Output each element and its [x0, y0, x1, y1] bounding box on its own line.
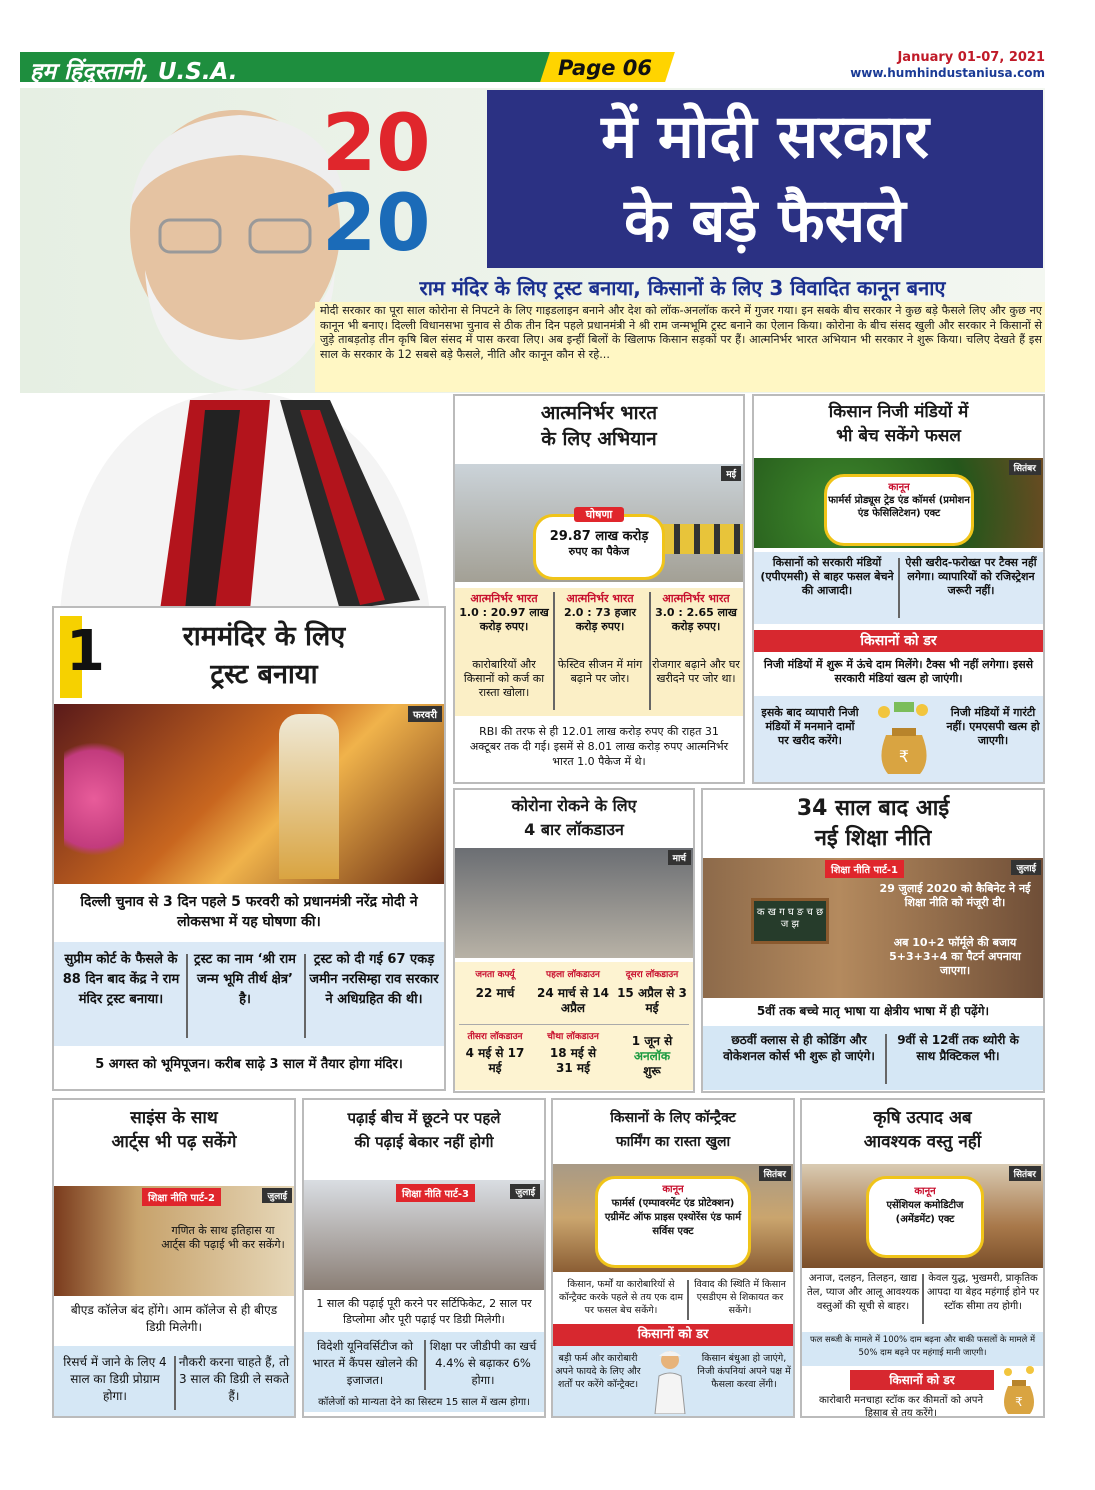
- lockdown-2-date: 24 मार्च से 14 अप्रैल: [537, 986, 609, 1015]
- month-badge: सितंबर: [759, 1166, 791, 1181]
- atmanirbhar-title-2: के लिए अभियान: [541, 428, 657, 450]
- lockdown-title: [455, 794, 693, 842]
- month-badge: जुलाई: [1011, 860, 1041, 875]
- law-label: कानून: [662, 1184, 684, 1195]
- headline-line-2: के बड़े फैसले: [624, 186, 906, 256]
- lockdown-4-date: 4 मई से 17 मई: [465, 1046, 525, 1075]
- divider: [424, 1340, 426, 1390]
- certificate-text: 1 साल की पढ़ाई पूरी करने पर सर्टिफिकेट, 2 साल पर डिप्लोमा और पूरी पढ़ाई पर डिग्री मिलेगी।: [316, 1297, 532, 1326]
- excluded-items-text: अनाज, दलहन, तिलहन, खाद्य तेल, प्याज और आलू आवश्यक वस्तुओं की सूची से बाहर।: [806, 1273, 920, 1312]
- lockdown-grid: [455, 962, 693, 1090]
- unlock-start: शुरू: [643, 1064, 661, 1078]
- law-label: कानून: [914, 1186, 936, 1197]
- lockdown-5-date: 18 मई से 31 मई: [549, 1046, 597, 1075]
- lockdown-5-label: चौथा लॉकडाउन: [547, 1032, 599, 1042]
- research-degree-text: रिसर्च में जाने के लिए 4 साल का डिग्री प्रोग्राम होगा।: [63, 1355, 167, 1403]
- policy-part-tag: शिक्षा नीति पार्ट-3: [396, 1184, 475, 1202]
- package-1-desc: कारोबारियों और किसानों को कर्ज का रास्ता खोला।: [463, 658, 545, 699]
- announcement-box: [533, 508, 665, 580]
- policy-part-tag: शिक्षा नीति पार्ट-1: [825, 860, 904, 878]
- lockdown-3-label: दूसरा लॉकडाउन: [625, 970, 679, 980]
- science-arts-title-1: साइंस के साथ: [130, 1108, 218, 1128]
- package-2-value: 2.0 : 73 हजार: [563, 606, 637, 619]
- package-3-value: 3.0 : 2.65 लाख: [655, 606, 737, 619]
- pattern-text: अब 10+2 फॉर्मूले की बजाय 5+3+3+4 का पैटर्न अपनाया जाएगा।: [889, 936, 1021, 977]
- law-name: फार्मर्स (एम्पावरमेंट एंड प्रोटेक्शन) एग्रीमेंट ऑफ प्राइस एश्योरेंस एंड फार्म सर्विस एक्ट: [604, 1198, 742, 1237]
- law-box: [595, 1176, 751, 1268]
- package-columns: [455, 588, 743, 716]
- accreditation-note: कॉलेजों को मान्यता देने का सिस्टम 15 साल में खत्म होगा।: [318, 1397, 530, 1408]
- foreign-university-text: विदेशी यूनिवर्सिटीज को भारत में कैंपस खोलने की इजाजत।: [312, 1339, 418, 1387]
- atmanirbhar-title-1: आत्मनिर्भर भारत: [540, 402, 658, 424]
- benefit-1: किसानों को सरकारी मंडियों (एपीएमसी) से बाहर फसल बेचने की आजादी।: [760, 556, 894, 597]
- lockdown-title-1: कोरोना रोकने के लिए: [511, 796, 637, 815]
- contract-farming-title: [553, 1106, 793, 1154]
- fear-header: किसानों को डर: [850, 1370, 994, 1390]
- chalkboard: क ख ग घ ङ च छ ज झ: [751, 898, 829, 944]
- lockdown-1-label: जनता कर्फ्यू: [475, 970, 515, 980]
- svg-text:₹: ₹: [1015, 1395, 1023, 1409]
- kisan-mandi-card: [752, 394, 1045, 784]
- contract-farming-title-2: फार्मिंग का रास्ता खुला: [615, 1134, 731, 1150]
- svg-text:₹: ₹: [898, 747, 910, 766]
- study-break-title-1: पढ़ाई बीच में छूटने पर पहले: [347, 1109, 501, 1127]
- page-number: Page 06: [558, 56, 653, 80]
- fear-header: किसानों को डर: [754, 630, 1043, 652]
- fact-2: ट्रस्ट का नाम ‘श्री राम जन्म भूमि तीर्थ क्षेत्र’ है।: [194, 952, 296, 1007]
- item-number: 1: [66, 619, 105, 684]
- pm-figure-shape: [279, 714, 339, 879]
- contract-farming-title-1: किसानों के लिए कॉन्ट्रैक्ट: [610, 1110, 736, 1126]
- issue-date: January 01-07, 2021: [897, 50, 1045, 65]
- study-break-title-2: की पढ़ाई बेकार नहीं होगी: [354, 1133, 494, 1151]
- announcement-label: घोषणा: [574, 507, 624, 522]
- ram-mandir-caption: दिल्ली चुनाव से 3 दिन पहले 5 फरवरी को प्रधानमंत्री नरेंद्र मोदी ने लोकसभा में यह घोषणा की।: [80, 894, 418, 930]
- month-badge: सितंबर: [1009, 460, 1041, 475]
- kisan-mandi-title-2: भी बेच सकेंगे फसल: [836, 426, 961, 446]
- law-label: कानून: [888, 482, 910, 493]
- contract-farming-card: [551, 1098, 795, 1418]
- lockdown-title-2: 4 बार लॉकडाउन: [524, 820, 624, 839]
- divider: [174, 1356, 176, 1410]
- package-1-head: आत्मनिर्भर भारत: [470, 592, 538, 605]
- science-arts-card: [52, 1098, 296, 1418]
- package-3-desc: रोजगार बढ़ाने और घर खरीदने पर जोर था।: [652, 658, 740, 685]
- price-rise-text: फल सब्जी के मामले में 100% दाम बढ़ना और बाकी फसलों के मामले में 50% दाम बढ़ने पर महंगाई मानी जाएगी।: [809, 1335, 1036, 1358]
- package-2-desc: फेस्टिव सीजन में मांग बढ़ाने पर जोर।: [557, 658, 643, 685]
- headline: [487, 95, 1043, 263]
- arts-with-math-text: गणित के साथ इतिहास या आर्ट्स की पढ़ाई भी कर सकेंगे।: [161, 1224, 285, 1251]
- law-name: फार्मर्स प्रोड्यूस ट्रेड एंड कॉमर्स (प्रमोशन एंड फेसिलिटेशन) एक्ट: [828, 495, 970, 519]
- month-badge: मार्च: [668, 850, 691, 865]
- lockdown-1-date: 22 मार्च: [475, 986, 515, 1000]
- subheadline: राम मंदिर के लिए ट्रस्ट बनाया, किसानों के लिए 3 विवादित कानून बनाए: [419, 276, 946, 300]
- atmanirbhar-title: [455, 400, 743, 452]
- website-link[interactable]: www.humhindustaniusa.com: [850, 66, 1045, 80]
- science-arts-title-2: आर्ट्स भी पढ़ सकेंगे: [111, 1132, 237, 1152]
- fear-3: निजी मंडियों में गारंटी नहीं। एमएसपी खत्म हो जाएगी।: [946, 706, 1040, 747]
- job-degree-text: नौकरी करना चाहते हैं, तो 3 साल की डिग्री ले सकते हैं।: [178, 1355, 290, 1403]
- ram-mandir-title: [84, 618, 444, 694]
- package-2-unit: करोड़ रुपए।: [575, 620, 625, 633]
- masthead-title: हम हिंदुस्तानी, U.S.A.: [30, 59, 238, 85]
- ram-mandir-photo: [54, 704, 444, 884]
- policy-part-tag: शिक्षा नीति पार्ट-2: [142, 1188, 221, 1206]
- package-2-head: आत्मनिर्भर भारत: [566, 592, 634, 605]
- science-arts-title: [54, 1106, 294, 1154]
- divider: [304, 954, 306, 1038]
- divider: [922, 1274, 924, 1324]
- announcement-sub: रुपए का पैकेज: [568, 545, 630, 558]
- bhoomipoojan-note: 5 अगस्त को भूमिपूजन। करीब साढ़े 3 साल में तैयार होगा मंदिर।: [95, 1057, 403, 1072]
- atmanirbhar-card: [453, 394, 745, 784]
- package-3-head: आत्मनिर्भर भारत: [662, 592, 730, 605]
- fear-1: बड़ी फर्म और कारोबारी अपने फायदे के लिए और शर्तों पर करेंगे कॉन्ट्रैक्ट।: [555, 1353, 641, 1390]
- fact-1: सुप्रीम कोर्ट के फैसले के 88 दिन बाद केंद्र ने राम मंदिर ट्रस्ट बनाया।: [62, 952, 180, 1007]
- essential-title-1: कृषि उत्पाद अब: [873, 1108, 972, 1128]
- divider: [898, 558, 900, 618]
- law-box: [824, 474, 974, 546]
- lockdown-2-label: पहला लॉकडाउन: [546, 970, 600, 980]
- queue-photo: [455, 848, 693, 958]
- gdp-spending-text: शिक्षा पर जीडीपी का खर्च 4.4% से बढ़ाकर 6% होगा।: [429, 1339, 537, 1387]
- lockdown-card: [453, 788, 695, 1093]
- education-title: [703, 794, 1043, 854]
- divider: [459, 1024, 689, 1025]
- divider: [186, 954, 188, 1038]
- rbi-note: RBI की तरफ से ही 12.01 लाख करोड़ रुपए की राहत 31 अक्टूबर तक दी गई। इसमें से 8.01 लाख करोड़ रुपए आत्मनिर्भर भारत 1.0 पैकेज में थे।: [469, 725, 729, 768]
- essential-title: [802, 1106, 1043, 1154]
- law-name: एसेंशियल कमोडिटीज (अमेंडमेंट) एक्ट: [886, 1200, 964, 1225]
- education-card: [701, 788, 1045, 1093]
- fear-1: निजी मंडियों में शुरू में ऊंचे दाम मिलेंगे। टैक्स भी नहीं लगेगा। इससे सरकारी मंडियां खत्म हो जाएंगी।: [763, 658, 1034, 685]
- mother-tongue-text: 5वीं तक बच्चे मातृ भाषा या क्षेत्रीय भाषा में ही पढ़ेंगे।: [756, 1004, 990, 1018]
- intro-text: मोदी सरकार का पूरा साल कोरोना से निपटने के लिए गाइडलाइन बनाने और देश को लॉक-अनलॉक करने में गुजर गया। इन सबके बीच सरकार ने कुछ बड़े फैसले लिए और कुछ नए कानून भी बनाए। दिल्ली विधानसभा चुनाव से ठीक तीन दिन पहले प्रधानमंत्री ने श्री राम जन्मभूमि ट्रस्ट बनाने का ऐलान किया। कोरोना के बीच संसद खुली और सरकार ने किसानों से जुड़े ताबड़तोड़ तीन कृषि बिल संसद में पास करवा लिए। अब इन्हीं बिलों के खिलाफ किसान सड़कों पर हैं। आत्मनिर्भर भारत अभियान भी सरकार ने शुरू किया। चलिए देखते हैं इस साल के सरकार के 12 सबसे बड़े फैसले, नीति और कानून कौन से रहे...: [320, 304, 1042, 361]
- month-badge: सितंबर: [1009, 1166, 1041, 1181]
- dispute-text: विवाद की स्थिति में किसान एसडीएम से शिकायत कर सकेंगे।: [694, 1279, 786, 1316]
- divider: [687, 1280, 689, 1320]
- education-title-1: 34 साल बाद आई: [796, 796, 950, 821]
- practical-text: 9वीं से 12वीं तक थ्योरी के साथ प्रैक्टिकल भी।: [897, 1033, 1019, 1063]
- month-badge: जुलाई: [510, 1184, 540, 1199]
- essential-commodities-card: [800, 1098, 1045, 1418]
- divider: [885, 1034, 887, 1084]
- fear-2: किसान बंधुआ हो जाएंगे, निजी कंपनियां अपने पक्ष में फैसला करवा लेंगी।: [697, 1353, 791, 1390]
- money-bag-icon: [866, 700, 942, 778]
- approval-text: 29 जुलाई 2020 को कैबिनेट ने नई शिक्षा नीति को मंजूरी दी।: [879, 882, 1031, 909]
- year-top: 20: [322, 99, 431, 189]
- law-box: [866, 1176, 984, 1258]
- study-break-card: [302, 1098, 546, 1418]
- unlock-label: अनलॉक: [633, 1049, 671, 1063]
- month-badge: फरवरी: [408, 706, 442, 722]
- announcement-amount: 29.87 लाख करोड़: [549, 529, 649, 544]
- bed-college-text: बीएड कॉलेज बंद होंगे। आम कॉलेज से ही बीएड डिग्री मिलेगी।: [70, 1303, 278, 1334]
- lockdown-4-label: तीसरा लॉकडाउन: [467, 1032, 523, 1042]
- fear-2: इसके बाद व्यापारी निजी मंडियों में मनमाने दामों पर खरीद करेंगे।: [761, 706, 859, 747]
- ram-mandir-title-2: ट्रस्ट बनाया: [210, 659, 318, 690]
- farmer-icon: [645, 1348, 695, 1414]
- package-3-unit: करोड़ रुपए।: [671, 620, 721, 633]
- benefit-2: ऐसी खरीद-फरोख्त पर टैक्स नहीं लगेगा। व्यापारियों को रजिस्ट्रेशन जरूरी नहीं।: [905, 556, 1037, 597]
- kisan-mandi-title: [754, 400, 1043, 448]
- money-bag-icon: [998, 1364, 1040, 1416]
- package-1-value: 1.0 : 20.97 लाख: [459, 606, 549, 619]
- month-badge: मई: [721, 466, 741, 481]
- flowers-shape: [64, 724, 124, 874]
- stock-limit-text: केवल युद्ध, भुखमरी, प्राकृतिक आपदा या बेहद महंगाई होने पर स्टॉक सीमा तय होगी।: [926, 1273, 1040, 1312]
- package-1-unit: करोड़ रुपए।: [479, 620, 529, 633]
- lockdown-3-date: 15 अप्रैल से 3 मई: [617, 986, 687, 1015]
- ram-mandir-title-1: राममंदिर के लिए: [182, 621, 346, 652]
- unlock-date: 1 जून से: [631, 1034, 673, 1048]
- education-title-2: नई शिक्षा नीति: [814, 826, 932, 851]
- kisan-mandi-title-1: किसान निजी मंडियों में: [828, 402, 969, 422]
- fear-text: कारोबारी मनचाहा स्टॉक कर कीमतों को अपने हिसाब से तय करेंगे।: [818, 1395, 984, 1419]
- headline-line-1: में मोदी सरकार: [601, 102, 929, 172]
- month-badge: जुलाई: [262, 1188, 292, 1203]
- essential-title-2: आवश्यक वस्तु नहीं: [863, 1132, 982, 1152]
- ram-mandir-card: [52, 606, 446, 1091]
- study-break-title: [304, 1106, 544, 1154]
- year-bottom: 20: [322, 179, 431, 269]
- fact-3: ट्रस्ट को दी गई 67 एकड़ जमीन नरसिम्हा राव सरकार ने अधिग्रहित की थी।: [309, 952, 439, 1007]
- contract-text: किसान, फर्मों या कारोबारियों से कॉन्ट्रैक्ट करके पहले से तय एक दाम पर फसल बेच सकेंगे।: [558, 1279, 684, 1316]
- fear-header: किसानों को डर: [553, 1324, 793, 1346]
- coding-text: छठवीं क्लास से ही कोडिंग और वोकेशनल कोर्स भी शुरू हो जाएंगे।: [723, 1033, 875, 1063]
